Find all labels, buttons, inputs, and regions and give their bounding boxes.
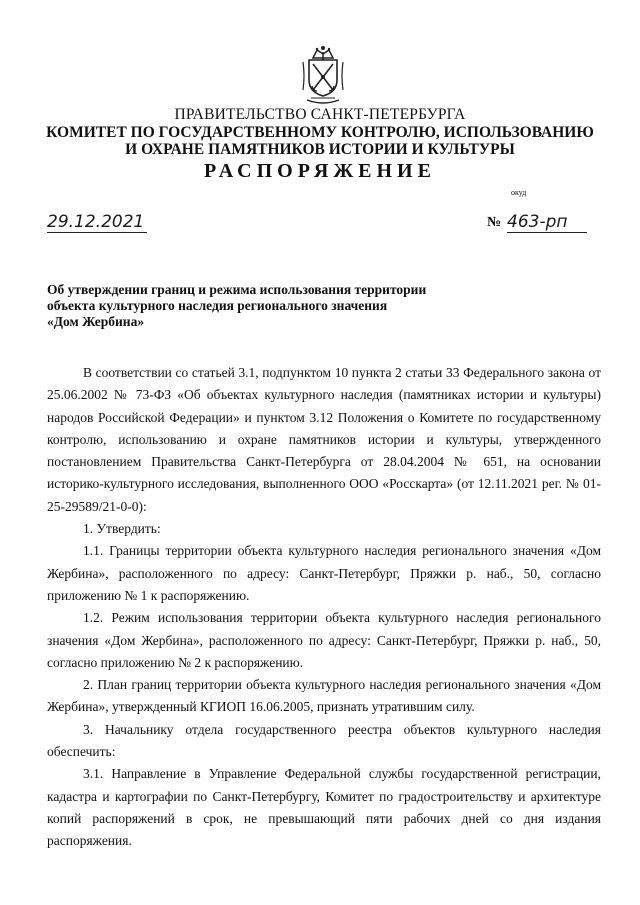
- document-type: РАСПОРЯЖЕНИЕ: [204, 160, 436, 182]
- document-date-field: [47, 212, 147, 233]
- committee-title-line2: И ОХРАНЕ ПАМЯТНИКОВ ИСТОРИИ И КУЛЬТУРЫ: [125, 141, 515, 158]
- paragraph-item-1-2: 1.2. Режим использования территории объекта культурного наследия регионального значения «Дом Жербина», расположенного по адресу: Санкт-Петербург, Пряжки р. наб., 50, согласно приложению № 2 к распоряжению.: [47, 610, 601, 670]
- paragraph-item-1-1: 1.1. Границы территории объекта культурного наследия регионального значения «Дом Жербина», расположенного по адресу: Санкт-Петербург, Пряжки р. наб., 50, согласно приложению № 1 к распоряжению.: [47, 543, 601, 603]
- document-number-field: [487, 212, 587, 232]
- paragraph-preamble: В соответствии со статьей 3.1, подпунктом 10 пункта 2 статьи 33 Федерального закона от 25.06.2002 № 73-ФЗ «Об объектах культурного наследия (памятниках истории и культуры) народов Российской Федерации» и пунктом 3.12 Положения о Комитете по государственному контролю, использованию и охране памятников истории и культуры, утвержденного постановлением Правительства Санкт-Петербурга от 28.04.2004 № 651, на основании историко-культурного исследования, выполненного ООО «Росскарта» (от 12.11.2021 рег. № 01-25-29589/21-0-0):: [47, 365, 601, 514]
- subject-line1: Об утверждении границ и режима использования территории: [47, 282, 427, 297]
- document-number: 463-рп: [507, 212, 568, 232]
- committee-title: [0, 124, 640, 158]
- coat-of-arms-icon: [299, 44, 347, 106]
- committee-title-line1: КОМИТЕТ ПО ГОСУДАРСТВЕННОМУ КОНТРОЛЮ, ИСПОЛЬЗОВАНИЮ: [46, 124, 594, 141]
- subject-line3: «Дом Жербина»: [47, 314, 145, 329]
- government-title: ПРАВИТЕЛЬСТВО САНКТ-ПЕТЕРБУРГА: [174, 106, 466, 123]
- number-sign: №: [487, 215, 502, 230]
- document-body: [47, 362, 601, 853]
- document-date: 29.12.2021: [47, 212, 145, 232]
- paragraph-item-3-1: 3.1. Направление в Управление Федеральной службы государственной регистрации, кадастра и картографии по Санкт-Петербургу, Комитет по градостроительству и архитектуре копий распоряжений в срок, не превышающий пяти рабочих дней со дня издания распоряжения.: [47, 766, 601, 849]
- paragraph-item-2: 2. План границ территории объекта культурного наследия регионального значения «Дом Жербина», утвержденный КГИОП 16.06.2005, признать утратившим силу.: [47, 677, 601, 715]
- okud-label: окуд: [511, 188, 527, 197]
- paragraph-item-1: 1. Утвердить:: [83, 521, 161, 537]
- document-subject: [47, 282, 467, 330]
- paragraph-item-3: 3. Начальнику отдела государственного реестра объектов культурного наследия обеспечить:: [47, 721, 601, 760]
- subject-line2: объекта культурного наследия регионального значения: [47, 298, 388, 313]
